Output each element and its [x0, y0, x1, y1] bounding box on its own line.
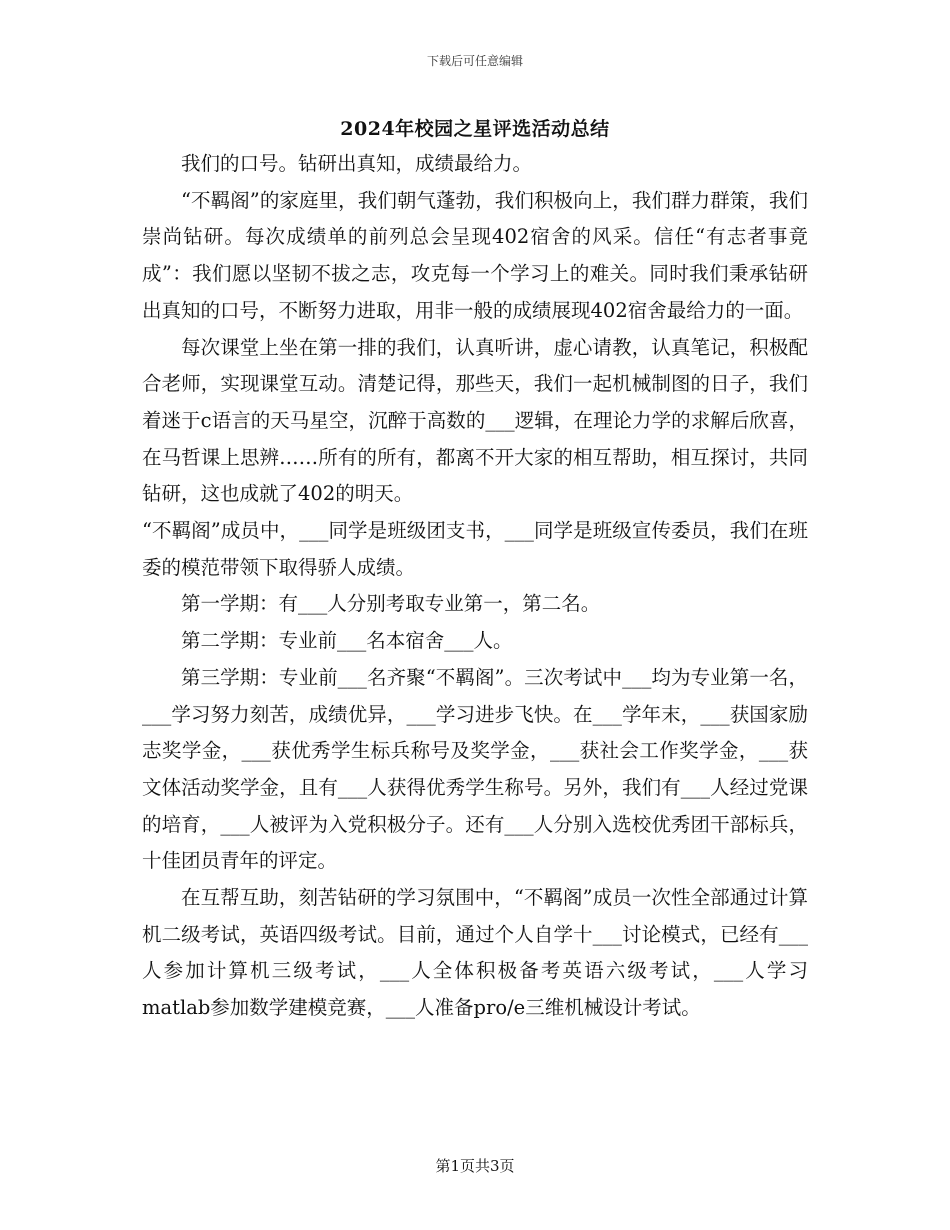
- paragraph-members: “不羁阁”成员中，___同学是班级团支书，___同学是班级宣传委员，我们在班委的模范带领下取得骄人成绩。: [142, 519, 808, 579]
- paragraph-semester-2: 第二学期：专业前___名本宿舍___人。: [181, 629, 513, 653]
- paragraph-mutual-help: 在互帮互助，刻苦钻研的学习氛围中，“不羁阁”成员一次性全部通过计算机二级考试，英语四级考试。目前，通过个人自学十___讨论模式，已经有___人参加计算机三级考试，___人全体积极备考英语六级考试，___人学习matlab参加数学建模竞赛，___人准备pro/e三维机械设计考试。: [142, 886, 808, 1020]
- header-download-note: 下载后可任意编辑: [426, 54, 523, 68]
- paragraph-classroom: 每次课堂上坐在第一排的我们，认真听讲，虚心请教，认真笔记，积极配合老师，实现课堂互动。清楚记得，那些天，我们一起机械制图的日子，我们着迷于c语言的天马星空，沉醉于高数的___逻辑，在理论力学的求解后欣喜，在马哲课上思辨……所有的所有，都离不开大家的相互帮助，相互探讨，共同钻研，这也成就了402的明天。: [142, 335, 808, 506]
- document-body: [142, 146, 808, 1027]
- page-indicator: 第1页共3页: [435, 1157, 515, 1175]
- paragraph-family-intro: “不羁阁”的家庭里，我们朝气蓬勃，我们积极向上，我们群力群策，我们崇尚钻研。每次成绩单的前列总会呈现402宿舍的风采。信任“有志者事竟成”：我们愿以坚韧不拔之志，攻克每一个学习上的难关。同时我们秉承钻研出真知的口号，不断努力进取，用非一般的成绩展现402宿舍最给力的一面。: [142, 188, 808, 322]
- paragraph-semester-3: 第三学期：专业前___名齐聚“不羁阁”。三次考试中___均为专业第一名，___学习努力刻苦，成绩优异，___学习进步飞快。在___学年末，___获国家励志奖学金，___获优秀学生标兵称号及奖学金，___获社会工作奖学金，___获文体活动奖学金，且有___人获得优秀学生称号。另外，我们有___人经过党课的培育，___人被评为入党积极分子。还有___人分别入选校优秀团干部标兵，十佳团员青年的评定。: [142, 665, 808, 873]
- paragraph-slogan: 我们的口号。钻研出真知，成绩最给力。: [181, 152, 533, 175]
- paragraph-semester-1: 第一学期：有___人分别考取专业第一，第二名。: [181, 592, 601, 616]
- document-title: 2024年校园之星评选活动总结: [340, 118, 610, 140]
